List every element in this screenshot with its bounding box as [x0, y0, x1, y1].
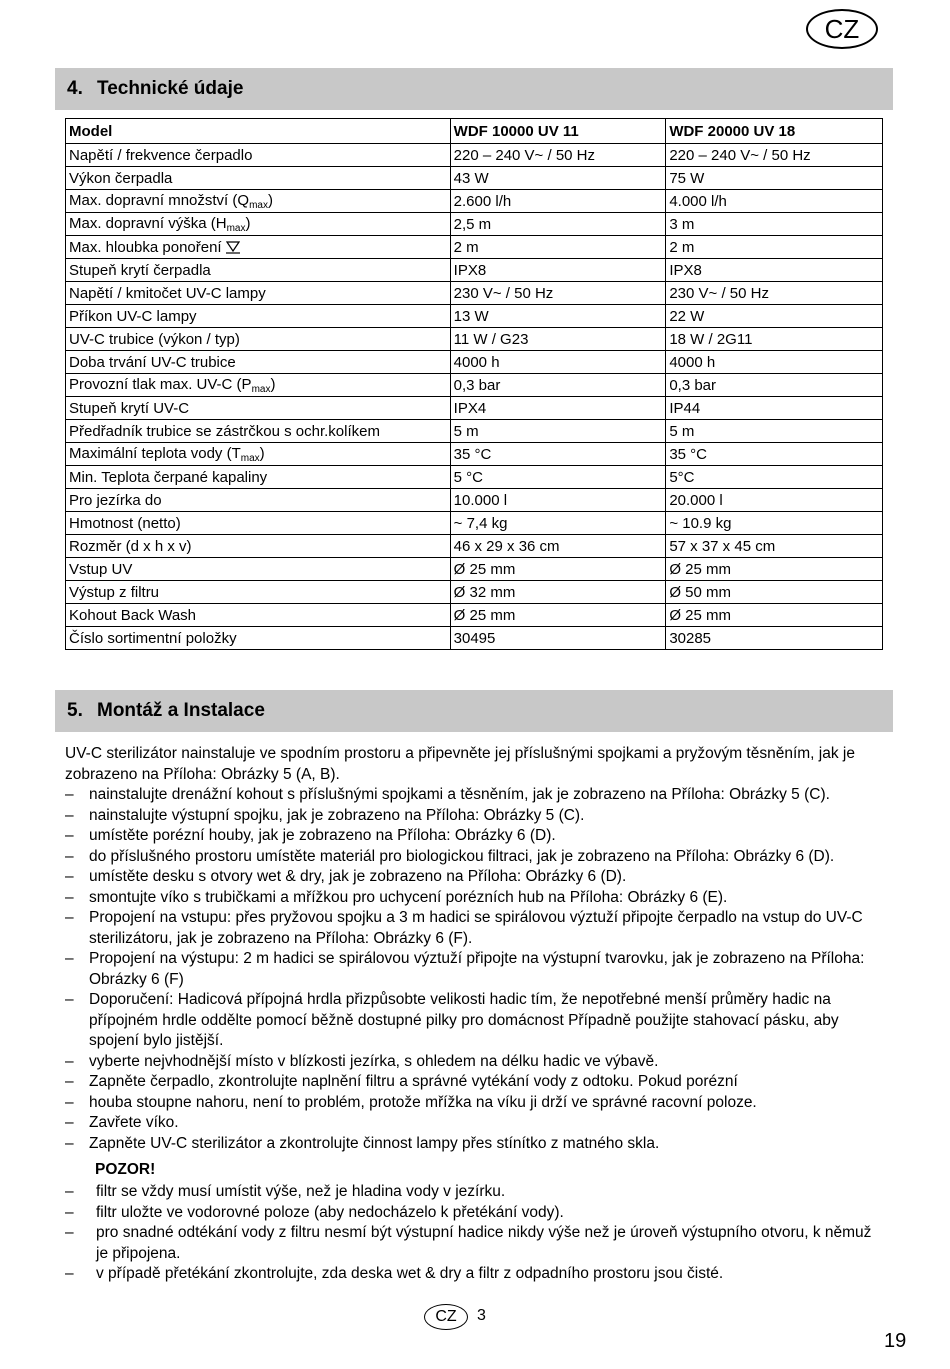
row-label-suffix: ) — [267, 191, 273, 209]
table-header-row — [66, 119, 883, 144]
row-label-text: Výstup z filtru — [69, 583, 160, 601]
row-value-2: 4.000 l/h — [666, 190, 883, 213]
row-value-1: 220 – 240 V~ / 50 Hz — [450, 144, 666, 167]
row-value-2: 230 V~ / 50 Hz — [666, 282, 883, 305]
table-row — [66, 144, 883, 167]
row-value-1: 13 W — [450, 305, 666, 328]
row-label — [66, 489, 451, 512]
list-dash: – — [65, 1052, 74, 1070]
table-row — [66, 604, 883, 627]
list-item — [65, 1203, 885, 1224]
row-value-2: 75 W — [666, 167, 883, 190]
row-label-text: Max. dopravní množství (Q — [69, 191, 250, 209]
row-value-2: 4000 h — [666, 351, 883, 374]
row-label — [66, 167, 451, 190]
section-5-title: Montáž a Instalace — [97, 700, 265, 721]
list-dash: – — [65, 1134, 74, 1152]
table-row — [66, 512, 883, 535]
row-value-2: 5°C — [666, 466, 883, 489]
row-value-1: 5 m — [450, 420, 666, 443]
row-value-2: 22 W — [666, 305, 883, 328]
row-value-1: 11 W / G23 — [450, 328, 666, 351]
warning-list — [65, 1182, 885, 1285]
table-row — [66, 443, 883, 466]
row-label-text: Provozní tlak max. UV-C (P — [69, 375, 252, 393]
list-item-text: Doporučení: Hadicová přípojná hrdla přizpůsobte velikosti hadic tím, že nepotřebné menší průměry hadic na přípojném hrdle oddělte pomocí běžně dostupné pilky pro domácnost Případně použijte stahovací pásku, aby spojení bylo jistější. — [89, 991, 839, 1049]
row-value-2: Ø 25 mm — [666, 558, 883, 581]
list-item — [65, 867, 885, 888]
row-label — [66, 512, 451, 535]
table-row — [66, 213, 883, 236]
row-label — [66, 466, 451, 489]
row-value-2: IPX8 — [666, 259, 883, 282]
list-item — [65, 1113, 885, 1134]
list-item — [65, 1264, 885, 1285]
list-dash: – — [65, 847, 74, 865]
row-value-2: 3 m — [666, 213, 883, 236]
list-item-text: smontujte víko s trubičkami a mřížkou pro uchycení porézních hub na Příloha: Obrázky 6 (E). — [89, 888, 728, 906]
table-row — [66, 627, 883, 650]
row-label — [66, 535, 451, 558]
row-label — [66, 213, 451, 236]
row-label — [66, 443, 451, 466]
row-label-subscript: max — [251, 383, 271, 395]
row-value-2: 5 m — [666, 420, 883, 443]
list-dash: – — [65, 806, 74, 824]
section-5-number: 5. — [67, 700, 83, 721]
row-value-1: 46 x 29 x 36 cm — [450, 535, 666, 558]
list-dash: – — [65, 1114, 74, 1131]
list-dash: – — [65, 888, 74, 906]
list-item-text: vyberte nejvhodnější místo v blízkosti jezírka, s ohledem na délku hadic ve výbavě. — [89, 1052, 659, 1070]
footer-section-number: 3 — [477, 1307, 486, 1324]
list-item — [65, 785, 885, 806]
list-item-text: pro snadné odtékání vody z filtru nesmí být výstupní hadice nikdy výše než je úroveň výstupního otvoru, k němuž je připojena. — [96, 1224, 872, 1262]
row-label-text: Pro jezírka do — [69, 491, 162, 509]
table-row — [66, 558, 883, 581]
list-item — [65, 806, 885, 827]
row-value-1: 43 W — [450, 167, 666, 190]
table-row — [66, 581, 883, 604]
page-number: 19 — [884, 1330, 907, 1352]
row-label-text: Výkon čerpadla — [69, 169, 173, 187]
row-label-text: Stupeň krytí čerpadla — [69, 261, 211, 279]
list-dash: – — [65, 1265, 74, 1282]
footer-language-badge: CZ — [424, 1304, 468, 1330]
list-item — [65, 990, 885, 1052]
row-value-1: ~ 7,4 kg — [450, 512, 666, 535]
row-label — [66, 351, 451, 374]
row-label-suffix: ) — [259, 444, 265, 462]
row-value-1: 2.600 l/h — [450, 190, 666, 213]
list-dash: – — [65, 1203, 74, 1221]
row-value-2: 220 – 240 V~ / 50 Hz — [666, 144, 883, 167]
row-label — [66, 282, 451, 305]
list-item-text: nainstalujte drenážní kohout s příslušnými spojkami a těsněním, jak je zobrazeno na Příloha: Obrázky 5 (C). — [89, 786, 830, 803]
list-item — [65, 949, 885, 990]
row-value-1: 230 V~ / 50 Hz — [450, 282, 666, 305]
install-steps-list — [65, 785, 885, 1154]
row-label-text: UV-C trubice (výkon / typ) — [69, 330, 240, 348]
row-value-2: Ø 25 mm — [666, 604, 883, 627]
row-label-subscript: max — [240, 452, 260, 464]
section-4-header — [55, 68, 893, 110]
table-row — [66, 374, 883, 397]
table-row — [66, 282, 883, 305]
list-item-text: Zavřete víko. — [89, 1114, 179, 1131]
row-value-1: IPX8 — [450, 259, 666, 282]
install-intro: UV-C sterilizátor nainstaluje ve spodním prostoru a připevněte jej příslušnými spojkami a pryžovým těsněním, jak je zobrazeno na Příloha: Obrázky 5 (A, B). — [65, 745, 855, 783]
table-row — [66, 489, 883, 512]
row-label — [66, 604, 451, 627]
row-label-subscript: max — [226, 222, 246, 234]
row-label-text: Stupeň krytí UV-C — [69, 399, 190, 417]
list-dash: – — [65, 786, 74, 803]
row-label-text: Vstup UV — [69, 560, 133, 578]
list-dash: – — [65, 1093, 74, 1111]
section-4-title: Technické údaje — [97, 78, 244, 99]
list-dash: – — [65, 827, 74, 844]
header-model-1: WDF 10000 UV 11 — [450, 119, 666, 144]
table-row — [66, 167, 883, 190]
list-item — [65, 1052, 885, 1073]
row-label — [66, 627, 451, 650]
row-value-2: IP44 — [666, 397, 883, 420]
list-item — [65, 888, 885, 909]
row-label-subscript: max — [249, 199, 268, 211]
list-item — [65, 1093, 885, 1114]
table-row — [66, 328, 883, 351]
list-dash: – — [65, 1183, 74, 1200]
table-row — [66, 236, 883, 259]
table-row — [66, 397, 883, 420]
row-value-1: IPX4 — [450, 397, 666, 420]
language-badge: CZ — [806, 9, 878, 49]
row-label — [66, 305, 451, 328]
row-label — [66, 328, 451, 351]
row-label-text: Min. Teplota čerpané kapaliny — [69, 468, 268, 486]
table-row — [66, 305, 883, 328]
section-4-number: 4. — [67, 78, 83, 99]
row-label-suffix: ) — [270, 375, 276, 393]
list-item-text: umístěte porézní houby, jak je zobrazeno na Příloha: Obrázky 6 (D). — [89, 827, 556, 844]
table-row — [66, 351, 883, 374]
row-label-text: Max. dopravní výška (H — [69, 214, 227, 232]
table-row — [66, 259, 883, 282]
row-value-2: 18 W / 2G11 — [666, 328, 883, 351]
row-label — [66, 397, 451, 420]
row-label — [66, 581, 451, 604]
list-item-text: filtr uložte ve vodorovné poloze (aby nedocházelo k přetékání vody). — [96, 1203, 564, 1221]
water-level-icon — [226, 241, 240, 254]
row-value-1: 4000 h — [450, 351, 666, 374]
row-label-suffix: ) — [245, 214, 251, 232]
section-5-header — [55, 690, 893, 732]
list-dash: – — [65, 1224, 74, 1241]
row-label-text: Maximální teplota vody (T — [69, 444, 241, 462]
row-label-text: Napětí / frekvence čerpadlo — [69, 146, 253, 164]
row-value-1: 2,5 m — [450, 213, 666, 236]
list-item-text: Propojení na výstupu: 2 m hadici se spirálovou výztuží připojte na výstupní tvarovku, jak je zobrazeno na Příloha: Obrázky 6 (F) — [89, 950, 865, 988]
row-label-text: Max. hloubka ponoření — [69, 238, 222, 256]
list-item — [65, 826, 885, 847]
row-label — [66, 236, 451, 259]
header-model: Model — [66, 119, 451, 144]
row-value-2: ~ 10.9 kg — [666, 512, 883, 535]
list-item-text: do příslušného prostoru umístěte materiál pro biologickou filtraci, jak je zobrazeno na Příloha: Obrázky 6 (D). — [89, 847, 835, 865]
row-value-1: 30495 — [450, 627, 666, 650]
list-item — [65, 1182, 885, 1203]
row-value-2: 35 °C — [666, 443, 883, 466]
list-item-text: v případě přetékání zkontrolujte, zda deska wet & dry a filtr z odpadního prostoru jsou čisté. — [96, 1265, 724, 1282]
list-item-text: Zapněte UV-C sterilizátor a zkontrolujte činnost lampy přes stínítko z matného skla. — [89, 1134, 660, 1152]
list-item-text: Zapněte čerpadlo, zkontrolujte naplnění filtru a správné vytékání vody z odtoku. Pokud porézní — [89, 1073, 738, 1090]
row-label-text: Rozměr (d x h x v) — [69, 537, 192, 555]
technical-data-table — [65, 118, 883, 650]
row-label — [66, 374, 451, 397]
row-label — [66, 190, 451, 213]
header-model-2: WDF 20000 UV 18 — [666, 119, 883, 144]
row-label — [66, 558, 451, 581]
row-label-text: Napětí / kmitočet UV-C lampy — [69, 284, 266, 302]
row-value-1: 5 °C — [450, 466, 666, 489]
row-value-2: 20.000 l — [666, 489, 883, 512]
row-label — [66, 420, 451, 443]
row-label-text: Číslo sortimentní položky — [69, 629, 237, 647]
list-item-text: filtr se vždy musí umístit výše, než je hladina vody v jezírku. — [96, 1183, 506, 1200]
row-label — [66, 259, 451, 282]
row-label-text: Doba trvání UV-C trubice — [69, 353, 236, 371]
list-dash: – — [65, 1073, 74, 1090]
row-value-1: Ø 25 mm — [450, 558, 666, 581]
list-item — [65, 847, 885, 868]
row-label-text: Hmotnost (netto) — [69, 514, 181, 532]
list-item — [65, 1223, 885, 1264]
row-value-2: Ø 50 mm — [666, 581, 883, 604]
row-value-1: 35 °C — [450, 443, 666, 466]
list-dash: – — [65, 991, 74, 1008]
row-value-2: 57 x 37 x 45 cm — [666, 535, 883, 558]
list-dash: – — [65, 950, 74, 967]
row-value-2: 2 m — [666, 236, 883, 259]
list-dash: – — [65, 868, 74, 885]
row-value-1: 2 m — [450, 236, 666, 259]
table-row — [66, 535, 883, 558]
list-item — [65, 1134, 885, 1155]
list-item-text: nainstalujte výstupní spojku, jak je zobrazeno na Příloha: Obrázky 5 (C). — [89, 806, 585, 824]
row-value-1: Ø 25 mm — [450, 604, 666, 627]
list-item — [65, 1072, 885, 1093]
row-value-1: Ø 32 mm — [450, 581, 666, 604]
table-row — [66, 190, 883, 213]
list-item-text: Propojení na vstupu: přes pryžovou spojku a 3 m hadici se spirálovou výztuží připojte čerpadlo na vstup do UV-C sterilizátoru, jak je zobrazeno na Příloha: Obrázky 6 (F). — [89, 909, 863, 947]
row-label — [66, 144, 451, 167]
row-value-2: 30285 — [666, 627, 883, 650]
warning-title: POZOR! — [95, 1161, 156, 1178]
row-label-text: Předřadník trubice se zástrčkou s ochr.kolíkem — [69, 422, 380, 440]
table-row — [66, 420, 883, 443]
row-value-1: 0,3 bar — [450, 374, 666, 397]
row-label-text: Kohout Back Wash — [69, 606, 197, 624]
list-dash: – — [65, 909, 74, 926]
list-item-text: umístěte desku s otvory wet & dry, jak je zobrazeno na Příloha: Obrázky 6 (D). — [89, 868, 627, 885]
row-value-2: 0,3 bar — [666, 374, 883, 397]
table-row — [66, 466, 883, 489]
row-value-1: 10.000 l — [450, 489, 666, 512]
row-label-text: Příkon UV-C lampy — [69, 307, 197, 325]
list-item-text: houba stoupne nahoru, není to problém, protože mřížka na víku ji drží ve správné racovní poloze. — [89, 1093, 757, 1111]
list-item — [65, 908, 885, 949]
